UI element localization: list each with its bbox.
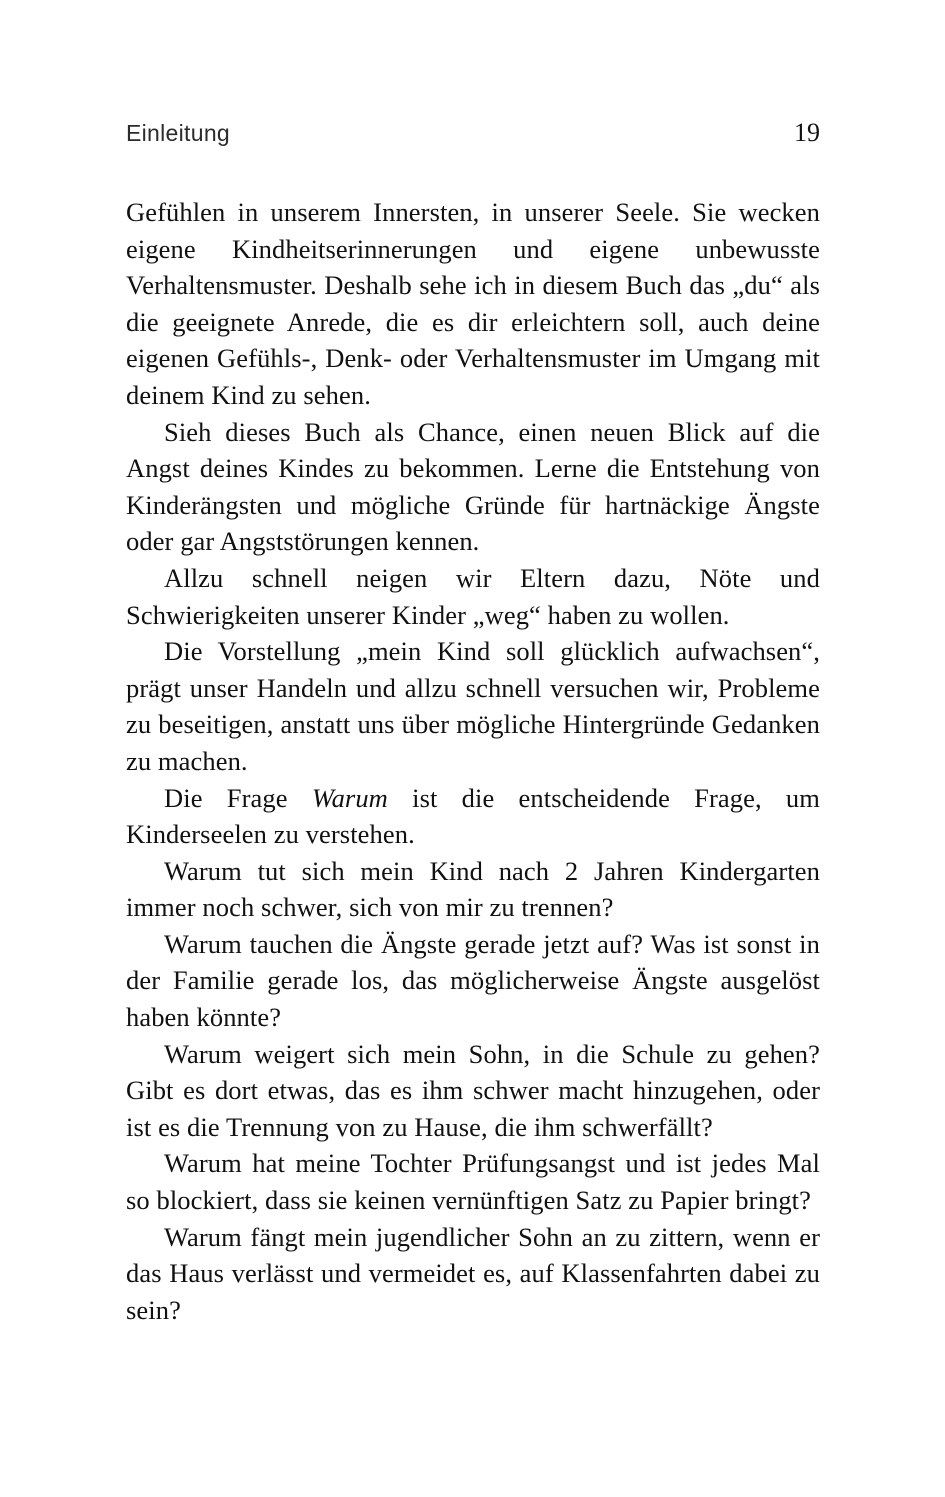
- text-segment: Warum tut sich mein Kind nach 2 Jahren Kindergarten immer noch schwer, sich von mir zu trennen?: [126, 855, 820, 923]
- paragraph: [126, 1036, 820, 1146]
- paragraph: [126, 926, 820, 1036]
- text-segment: Gefühlen in unserem Innersten, in unserer Seele. Sie wecken eigene Kindheitserinnerungen und eigene unbewusste Verhaltensmuster. Deshalb sehe ich in diesem Buch das „du“ als die geeignete Anrede, die es dir erleichtern soll, auch deine eigenen Gefühls-, Denk- oder Verhaltensmuster im Umgang mit deinem Kind zu sehen.: [126, 197, 820, 410]
- paragraph: [126, 1145, 820, 1218]
- text-segment: Die Vorstellung „mein Kind soll glücklich aufwachsen“, prägt unser Handeln und allzu schnell versuchen wir, Probleme zu beseitigen, anstatt uns über mögliche Hintergründe Gedanken zu machen.: [126, 636, 820, 776]
- paragraph: [126, 853, 820, 926]
- running-title: Einleitung: [126, 120, 231, 146]
- text-segment: Warum weigert sich mein Sohn, in die Schule zu gehen? Gibt es dort etwas, das es ihm schwer macht hinzugehen, oder ist es die Trennung von zu Hause, die ihm schwerfällt?: [126, 1038, 820, 1142]
- paragraph: [126, 1219, 820, 1329]
- text-segment: Warum hat meine Tochter Prüfungsangst und ist jedes Mal so blockiert, dass sie keinen vernünftigen Satz zu Papier bringt?: [126, 1148, 820, 1216]
- text-segment: Warum fängt mein jugendlicher Sohn an zu zittern, wenn er das Haus verlässt und vermeidet es, auf Klassenfahrten dabei zu sein?: [126, 1221, 820, 1325]
- paragraph: [126, 633, 820, 779]
- text-segment: Die Frage: [164, 782, 312, 813]
- page-number: 19: [794, 118, 820, 147]
- text-segment: Allzu schnell neigen wir Eltern dazu, Nöte und Schwierigkeiten unserer Kinder „weg“ haben zu wollen.: [126, 562, 820, 630]
- paragraph: [126, 780, 820, 853]
- paragraph: [126, 414, 820, 560]
- italic-text-segment: Warum: [311, 782, 388, 813]
- running-head: [126, 118, 820, 148]
- text-segment: ist die entscheidende Frage, um Kinderseelen zu verstehen.: [126, 782, 820, 850]
- text-segment: Warum tauchen die Ängste gerade jetzt auf? Was ist sonst in der Familie gerade los, das möglicherweise Ängste ausgelöst haben könnte?: [126, 928, 820, 1033]
- paragraph: [126, 560, 820, 633]
- body-text: [126, 194, 820, 1328]
- paragraph: [126, 194, 820, 414]
- text-segment: Sieh dieses Buch als Chance, einen neuen Blick auf die Angst deines Kindes zu bekommen. Lerne die Entstehung von Kinderängsten und mögliche Gründe für hartnäckige Ängste oder gar Angststörungen kennen.: [126, 416, 820, 557]
